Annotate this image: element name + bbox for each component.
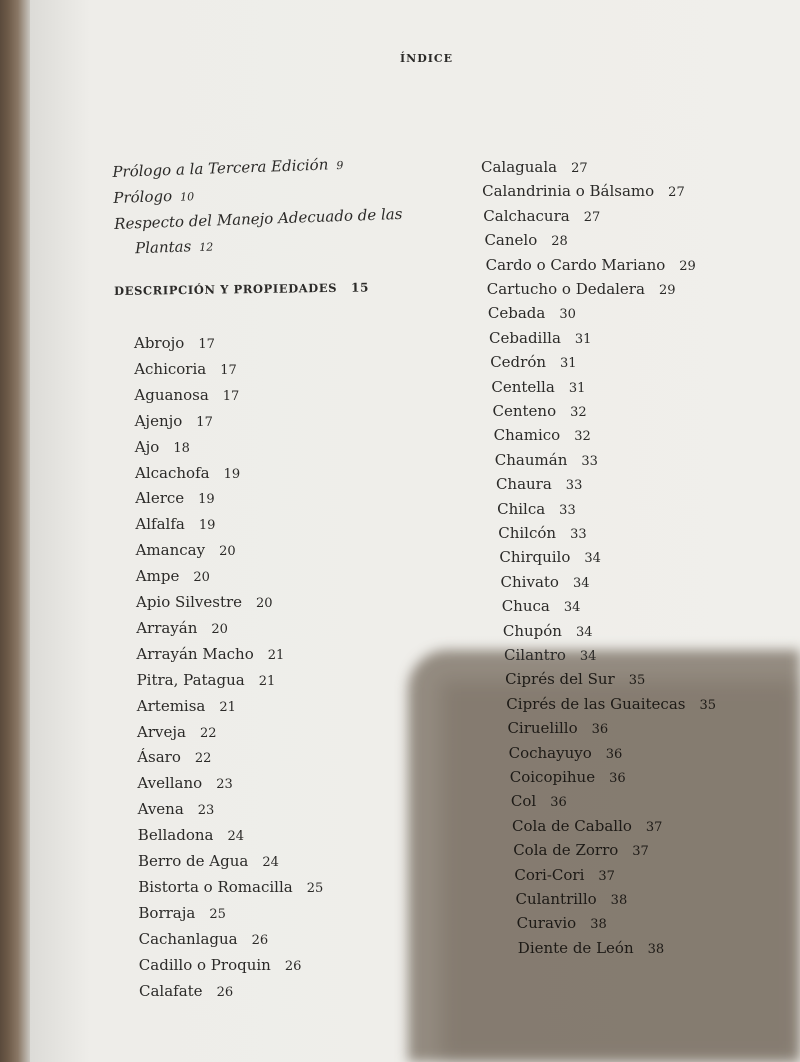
entry-name: Chilca (497, 499, 546, 518)
entry-name: Cebada (487, 304, 546, 323)
entry-page: 27 (668, 185, 685, 201)
entry-name: Curavio (516, 914, 577, 933)
entry-name: Berro de Agua (138, 852, 249, 870)
index-entry (137, 671, 276, 689)
entry-page: 36 (609, 771, 626, 786)
index-entry (136, 619, 228, 637)
index-entry (509, 744, 623, 762)
index-entry (136, 567, 210, 585)
index-entry (512, 817, 662, 835)
entry-name: Chilcón (498, 524, 557, 542)
section-name: DESCRIPCIÓN Y PROPIEDADES (114, 280, 338, 298)
index-entry (484, 231, 567, 249)
entry-name: Cola de Caballo (512, 816, 632, 835)
index-entry (134, 386, 239, 404)
entry-page: 19 (198, 518, 216, 534)
entry-name: Canelo (484, 231, 538, 250)
entry-page: 34 (579, 649, 597, 664)
index-title: ÍNDICE (400, 52, 454, 65)
entry-page: 34 (563, 600, 581, 616)
entry-page: 17 (220, 362, 237, 378)
index-entry (482, 182, 685, 200)
entry-name: Prólogo (113, 186, 173, 207)
entry-page: 32 (574, 429, 591, 445)
entry-name: Arveja (137, 722, 186, 741)
entry-name: Ciprés del Sur (505, 670, 615, 689)
index-entry (486, 256, 696, 274)
entry-page: 34 (572, 575, 590, 591)
index-entry (135, 412, 213, 430)
index-entry (134, 360, 237, 378)
index-entry (499, 548, 601, 566)
entry-page: 35 (699, 697, 717, 713)
entry-page: 26 (216, 984, 234, 1000)
index-entry (135, 489, 215, 507)
entry-page: 33 (559, 502, 576, 518)
entry-name: Chivato (500, 572, 559, 591)
index-entry (138, 826, 244, 844)
index-entry (496, 475, 582, 493)
entry-page: 20 (219, 544, 236, 560)
entry-page: 36 (550, 795, 567, 811)
index-entry (136, 541, 236, 559)
entry-page: 36 (591, 722, 609, 738)
index-entry (488, 304, 576, 322)
index-entry (135, 464, 240, 482)
entry-page: 20 (193, 570, 210, 586)
book-spine (0, 0, 30, 1062)
index-entry (135, 515, 215, 533)
index-entry (501, 573, 590, 591)
entry-page: 35 (628, 673, 646, 689)
index-entry (136, 645, 284, 663)
index-entry (518, 939, 664, 957)
index-entry (137, 774, 232, 792)
entry-page: 26 (251, 932, 269, 948)
entry-page: 37 (598, 868, 615, 884)
index-entry (517, 914, 607, 932)
entry-name: Ciprés de las Guaitecas (506, 694, 686, 713)
entry-page: 17 (196, 414, 213, 430)
entry-name: Ásaro (137, 748, 181, 767)
entry-page: 36 (605, 746, 623, 762)
entry-name: Cori-Cori (514, 865, 585, 884)
index-entry (491, 378, 585, 396)
entry-page: 10 (179, 190, 195, 204)
index-entry (513, 841, 649, 859)
entry-page: 33 (570, 527, 587, 542)
entry-page: 27 (583, 209, 601, 225)
entry-page: 33 (565, 478, 583, 494)
entry-page: 38 (590, 917, 607, 933)
entry-name: Calandrinia o Bálsamo (482, 182, 655, 201)
entry-page: 30 (559, 307, 576, 323)
entry-page: 12 (199, 240, 214, 255)
entry-page: 37 (645, 819, 663, 835)
entry-name: Cedrón (490, 353, 547, 372)
entry-name: Cadillo o Proquin (138, 955, 271, 974)
entry-name: Arrayán Macho (136, 644, 254, 663)
entry-name: Pitra, Patagua (136, 670, 245, 689)
entry-page: 21 (267, 647, 285, 663)
index-entry (139, 982, 233, 1000)
entry-name: Diente de León (517, 938, 634, 957)
entry-name: Chuca (501, 597, 550, 616)
entry-name: Ajenjo (134, 411, 183, 430)
index-entry (483, 207, 600, 225)
entry-name: Chaumán (494, 450, 568, 469)
entry-page: 31 (568, 380, 586, 396)
entry-name: Cachanlagua (138, 929, 238, 948)
index-entry (506, 695, 716, 713)
index-entry (135, 438, 190, 456)
index-entry (502, 597, 581, 615)
entry-page: 37 (632, 844, 649, 860)
entry-page: 21 (219, 699, 236, 715)
entry-name: Apio Silvestre (136, 593, 243, 611)
entry-name: Chupón (502, 621, 562, 640)
front-matter-list (112, 150, 415, 263)
index-entry (139, 930, 269, 948)
entry-name: Arrayán (136, 618, 198, 637)
entry-name: Prólogo a la Tercera Edición (112, 155, 329, 181)
entry-name: Bistorta o Romacilla (138, 877, 293, 896)
entry-page: 20 (256, 596, 273, 611)
entry-page: 31 (574, 331, 592, 347)
index-entry (137, 723, 217, 741)
entry-name: Respecto del Manejo Adecuado de las (113, 204, 403, 233)
index-entry (493, 402, 587, 420)
index-entry (138, 800, 215, 818)
index-entry (490, 353, 576, 371)
index-entry (507, 719, 608, 737)
entry-name: Cartucho o Dedalera (486, 280, 645, 298)
entry-name: Avena (137, 800, 184, 819)
index-entry (139, 956, 302, 974)
entry-name: Calafate (139, 981, 203, 1000)
entry-name: Coicopihue (509, 768, 596, 786)
index-entry (494, 426, 591, 444)
entry-page: 20 (211, 621, 228, 637)
entry-page: 24 (262, 855, 279, 870)
entry-name: Cilantro (504, 646, 566, 664)
entry-name: Ampe (135, 567, 180, 586)
entry-name: Cochayuyo (508, 743, 592, 762)
entry-page: 22 (194, 751, 212, 767)
entry-name: Belladona (137, 826, 214, 845)
index-entry (497, 500, 576, 518)
entry-page: 17 (222, 388, 240, 404)
entry-name: Centella (491, 377, 555, 396)
index-entry (511, 792, 567, 810)
entry-page: 19 (223, 466, 241, 482)
entry-page: 26 (284, 958, 302, 974)
entry-name: Aguanosa (134, 385, 209, 404)
entry-page: 29 (658, 283, 676, 298)
entry-page: 27 (571, 161, 588, 176)
front-matter-item (114, 201, 416, 262)
entry-name: Centeno (492, 402, 557, 420)
entry-page: 34 (584, 551, 601, 567)
entry-page: 24 (227, 829, 245, 845)
entry-page: 9 (336, 158, 344, 173)
entry-name: Calchacura (483, 206, 570, 225)
index-entry (498, 524, 586, 542)
index-entry (138, 904, 225, 922)
entry-name: Avellano (137, 774, 203, 793)
entry-page: 32 (570, 405, 587, 420)
entry-page: 28 (551, 234, 568, 250)
index-entry (134, 334, 215, 352)
entry-page: 18 (173, 440, 190, 456)
entry-page: 22 (199, 725, 217, 741)
index-entry (138, 878, 323, 896)
index-entry (137, 748, 211, 766)
entry-name: Cebadilla (489, 328, 561, 347)
index-entry (505, 670, 645, 688)
entry-name: Artemisa (136, 696, 206, 715)
index-entry (481, 158, 588, 176)
entry-name: Ciruelillo (507, 719, 578, 738)
entry-page: 17 (198, 337, 215, 352)
entry-page: 19 (198, 492, 215, 508)
index-entry (136, 593, 273, 611)
index-entry (514, 866, 615, 884)
entry-name: Ajo (134, 437, 160, 456)
entry-page: 21 (258, 673, 276, 689)
index-entry (487, 280, 676, 298)
entry-name: Cardo o Cardo Mariano (485, 255, 666, 274)
entry-name: Alerce (135, 489, 185, 508)
entry-name: Achicoria (134, 359, 207, 378)
index-entry (503, 622, 593, 640)
entry-name: Chirquilo (499, 548, 571, 567)
entry-name: Calaguala (481, 158, 558, 176)
entry-name: Borraja (138, 903, 196, 922)
entry-page: 25 (306, 880, 324, 896)
index-entry (137, 697, 236, 715)
entry-page: 25 (209, 906, 226, 922)
entry-page: 23 (197, 803, 215, 819)
entry-name: Cola de Zorro (513, 841, 619, 860)
entry-page: 38 (647, 941, 665, 957)
entry-page: 38 (610, 893, 628, 908)
index-entry (495, 451, 598, 469)
entry-name: Chamico (493, 426, 561, 445)
entry-name: Chaura (495, 475, 552, 494)
index-entry (510, 768, 626, 786)
index-entry (504, 646, 596, 664)
entry-name: Alfalfa (135, 515, 185, 534)
section-page: 15 (350, 280, 370, 295)
entry-name: Amancay (135, 541, 206, 560)
entry-name: Col (510, 792, 537, 811)
entry-page: 29 (679, 258, 696, 274)
index-entry (489, 329, 591, 347)
entry-name: Abrojo (134, 334, 185, 352)
entry-page: 31 (560, 356, 577, 372)
index-entry (516, 890, 628, 908)
entry-page: 23 (216, 777, 233, 793)
entry-name: Alcachofa (135, 463, 210, 482)
entry-name-continued: Plantas (134, 237, 192, 258)
entry-page: 33 (581, 453, 598, 469)
entry-name: Culantrillo (515, 890, 597, 908)
index-entry (138, 852, 279, 870)
entry-page: 34 (575, 624, 593, 640)
